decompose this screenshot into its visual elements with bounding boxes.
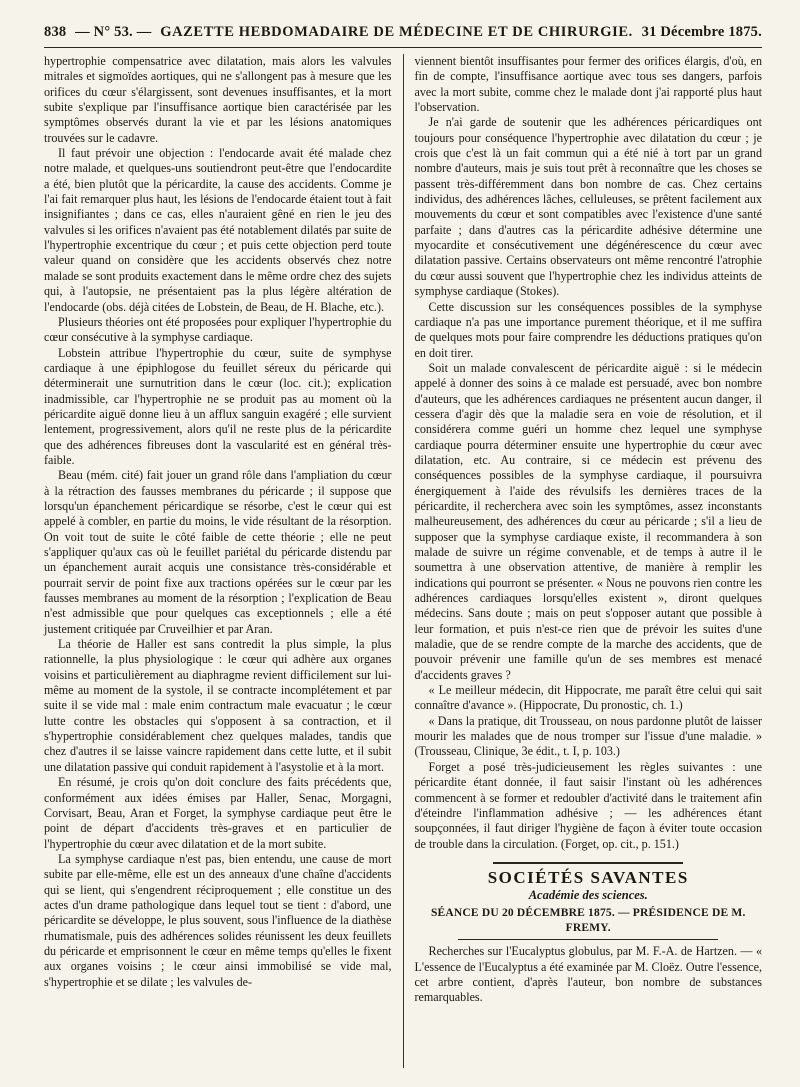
- session-rule: [458, 939, 718, 940]
- paragraph: Forget a posé très-judicieusement les règles suivantes : une péricardite étant donnée, il faut saisir l'instant où les adhérences commencent à se former et redoubler d'activité dans le traitement afin d'éteindre l'inflammation adhésive ; — les adhérences étant soupçonnées, il faut diriger l'hygiène de façon à éviter toute occasion de trouble dans la circulation. (Forget, op. cit., p. 151.): [414, 759, 762, 851]
- journal-title: GAZETTE HEBDOMADAIRE DE MÉDECINE ET DE CHIRURGIE.: [160, 24, 633, 40]
- issue-number: — N° 53. —: [75, 24, 152, 40]
- paragraph: Lobstein attribue l'hypertrophie du cœur, suite de symphyse cardiaque à une épiphlogose du feuillet séreux du péricarde qui déterminerait une surnutrition dans le cœur (loc. cit.); explication inadmissible, car l'hypertrophie ne se produit pas au moment où la péricardite aiguë donne lieu à un afflux sanguin exagéré ; elle survient lentement, progressivement, alors qu'il ne reste plus de la péricardite que des adhérences fibreuses dont la vascularité est en général très-faible.: [44, 345, 392, 467]
- text-columns: [44, 54, 762, 1068]
- left-column: [44, 54, 404, 1068]
- paragraph: Beau (mém. cité) fait jouer un grand rôle dans l'ampliation du cœur à la rétraction des fausses membranes du péricarde ; il suppose que lorsqu'un épanchement péricardique se résorbe, c'est le cœur qui est appelé à combler, en partie du moins, le vide résultant de la résorption. On voit tout de suite le côté faible de cette théorie ; elle ne peut s'appliquer qu'aux cas où le feuillet pariétal du péricarde distendu par un épanchement aurait acquis une consistance très-considérable et pourrait servir de point fixe aux tractions opérées sur le cœur par les fausses membranes au moment de la résorption ; l'explication de Beau n'est admissible que pour quelques cas exceptionnels ; elle a été justement critiquée par Cruveilhier et par Aran.: [44, 468, 392, 636]
- paragraph: Plusieurs théories ont été proposées pour expliquer l'hypertrophie du cœur consécutive à la symphyse cardiaque.: [44, 314, 392, 345]
- paragraph: Il faut prévoir une objection : l'endocarde avait été malade chez notre malade, et quelques-uns soutiendront peut-être que l'endocardite a été, bien plutôt que la péricardite, la cause des accidents. Comme je l'ai fait remarquer plus haut, les lésions de l'endocarde étaient tout à fait insignifiantes ; dans ce cas, elles n'auraient gêné en rien le jeu des valvules si les orifices n'avaient pas été notablement dilatés par suite de l'hypertrophie excentrique du cœur ; et puis cette objection perd toute valeur quand on considère que les accidents observés chez notre malade se sont produits exactement dans le même ordre chez des sujets qui, à l'autopsie, ne présentaient pas la plus légère altération de l'endocarde (obs. déjà citées de Lobstein, de Beau, de H. Blache, etc.).: [44, 146, 392, 314]
- paragraph: « Le meilleur médecin, dit Hippocrate, me paraît être celui qui sait connaître d'avance ». (Hippocrate, Du pronostic, ch. 1.): [414, 683, 762, 713]
- paragraph: En résumé, je crois qu'on doit conclure des faits précédents que, conformément aux idées émises par Haller, Senac, Morgagni, Corvisart, Beau, Aran et Forget, la symphyse cardiaque peut être le point de départ d'accidents très-graves et en particulier de l'hypertrophie du cœur avec dilatation et de la mort subite.: [44, 775, 392, 851]
- page-number: 838: [44, 24, 67, 40]
- paragraph: « Dans la pratique, dit Trousseau, on nous pardonne plutôt de laisser mourir les malades que de nous tromper sur l'issue d'une maladie. » (Trousseau, Clinique, 3e édit., t. I, p. 103.): [414, 713, 762, 759]
- paragraph: Cette discussion sur les conséquences possibles de la symphyse cardiaque n'a pas une importance purement théorique, et il me suffira de quelques mots pour faire comprendre les déductions pratiques qu'on en doit tirer.: [414, 299, 762, 360]
- paragraph: viennent bientôt insuffisantes pour fermer des orifices élargis, d'où, en fin de compte, l'insuffisance aortique avec tous ses dangers, parfois avec la mort subite, comme chez le malade dont j'ai rapporté plus haut l'observation.: [414, 54, 762, 115]
- paragraph: La symphyse cardiaque n'est pas, bien entendu, une cause de mort subite par elle-même, elle est un des anneaux d'une chaîne d'accidents qui se lient, qui s'engendrent réciproquement ; elle constitue un des actes d'un drame pathologique dans lequel tout se tient : d'abord, une péricardite se développe, le plus souvent, sous l'influence de la diathèse rhumatismale, puis des adhérences solides réunissent les deux feuillets du péricarde et emprisonnent le cœur en même temps qu'elles le fixent aux organes voisins ; le cœur ainsi immobilisé se vide mal, s'hypertrophie et se dilate ; les valvules de-: [44, 851, 392, 989]
- session-line: SÉANCE DU 20 DÉCEMBRE 1875. — PRÉSIDENCE DE M. FREMY.: [430, 906, 746, 934]
- header-rule: [44, 47, 762, 48]
- paragraph: Recherches sur l'Eucalyptus globulus, par M. F.-A. de Hartzen. — « L'essence de l'Eucalyptus a été examinée par M. Cloëz. Outre l'essence, cet arbre contient, d'après l'auteur, bon nombre de substances remarquables.: [414, 944, 762, 1005]
- section-title: SOCIÉTÉS SAVANTES: [487, 867, 689, 887]
- issue-date: 31 Décembre 1875.: [641, 24, 762, 40]
- paragraph: Je n'ai garde de soutenir que les adhérences péricardiques ont toujours pour conséquence l'hypertrophie avec dilatation du cœur ; je crois que c'est là un fait commun qui a été nié à tort par un grand nombre d'auteurs, mais je suis tout prêt à reconnaître que les choses se passent très-différemment dans bon nombre de cas. Chez certains individus, des adhérences lâches, celluleuses, se prêtent facilement aux mouvements du cœur et sont compatibles avec l'existence d'une santé parfaite ; dans d'autres cas la péricardite adhésive détermine une myocardite et consécutivement une dégénérescence du cœur avec dilatation passive. Certains observateurs ont même rencontré l'atrophie du cœur aussi souvent que l'hypertrophie chez les individus atteints de symphyse cardiaque (Stokes).: [414, 115, 762, 299]
- right-column: [404, 54, 763, 1068]
- paragraph: hypertrophie compensatrice avec dilatation, mais alors les valvules mitrales et sigmoïdes aortiques, qui ne s'allongent pas à mesure que les orifices du cœur s'élargissent, sont devenues insuffisantes, et la mort subite s'explique par l'insuffisance aortique bien caractérisée par les symptômes observés durant la vie et par les lésions anatomiques trouvées sur le cadavre.: [44, 54, 392, 145]
- paragraph: La théorie de Haller est sans contredit la plus simple, la plus rationnelle, la plus physiologique : le cœur qui adhère aux organes voisins et particulièrement au diaphragme revient difficilement sur lui-même au moment de la systole, il se contracte incomplétement et par suite il se vide mal : male enim contractum male evacuatur ; le cœur lutte contre les obstacles qui s'opposent à sa contraction, et il s'hypertrophie considérablement chez quelques malades, tandis que chez d'autres il se laisse vaincre rapidement dans cette lutte, et il subit une dilatation passive qui conduit rapidement à l'asystolie et à la mort.: [44, 637, 392, 774]
- running-header: [44, 24, 762, 41]
- paragraph: Soit un malade convalescent de péricardite aiguë : si le médecin appelé à donner des soins à ce malade est persuadé, avec bon nombre d'auteurs, que les adhérences cardiaques ne présentent aucun danger, il cessera d'agir dès que la maladie sera en voie de résolution, et il considérera comme guéri un homme chez lequel une symphyse cardiaque pourra déterminer ensuite une hypertrophie du cœur avec dilatation, etc. Au contraire, si ce médecin est prévenu des conséquences possibles de la symphyse cardiaque, il poursuivra énergiquement à l'aide des révulsifs les dernières traces de la péricardite, il recherchera avec soin les symptômes, assez inconstants malheureusement, des adhérences du cœur au péricarde ; s'il a lieu de supposer que la symphyse cardiaque existe, il recommandera à son malade de suivre un régime convenable, et de temps à autre il le soumettra à une observation attentive, de manière à remplir les indications qui pourront se présenter. « Nous ne pouvons rien contre les adhérences cardiaques lorsqu'elles existent », diront quelques médecins. Sans doute ; mais on peut s'opposer autant que possible à leur formation, et puis n'est-ce rien que de prévoir les suites d'une maladie, que de se rendre compte de la marche des accidents, que de pouvoir prévenir une famille qu'un de ses membres est menacé d'accidents graves ?: [414, 360, 762, 682]
- section-rule: [493, 862, 683, 864]
- academy-heading: Académie des sciences.: [528, 888, 648, 903]
